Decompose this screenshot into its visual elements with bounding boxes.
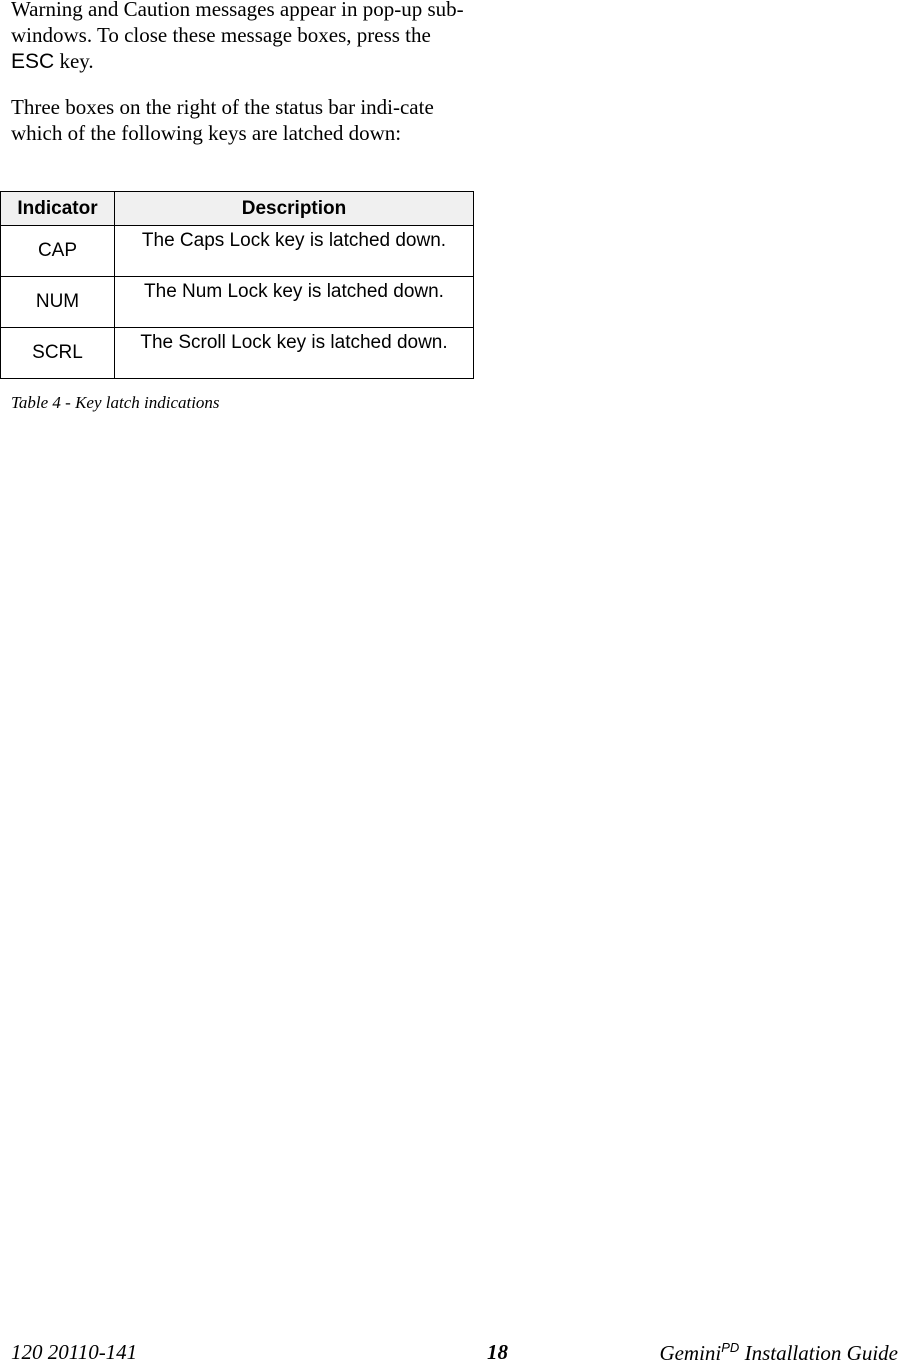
key-latch-table bbox=[0, 191, 474, 379]
description-cell: The Scroll Lock key is latched down. bbox=[115, 328, 474, 379]
esc-key-label: ESC bbox=[11, 50, 55, 73]
header-description: Description bbox=[115, 192, 474, 226]
description-cell: The Num Lock key is latched down. bbox=[115, 277, 474, 328]
indicator-cell: CAP bbox=[1, 226, 115, 277]
indicator-cell: NUM bbox=[1, 277, 115, 328]
footer-title-base: Gemini bbox=[659, 1341, 722, 1365]
intro-text: Warning and Caution messages appear in pop-up sub-windows. To close these message boxes, press the bbox=[11, 0, 464, 47]
table-row bbox=[1, 277, 474, 328]
table-row bbox=[1, 226, 474, 277]
table-header-row bbox=[1, 192, 474, 226]
footer-guide-title bbox=[659, 1340, 898, 1366]
intro-text-end: key. bbox=[54, 49, 94, 73]
intro-paragraph bbox=[11, 0, 471, 75]
table-caption: Table 4 - Key latch indications bbox=[11, 393, 220, 412]
indicator-cell: SCRL bbox=[1, 328, 115, 379]
footer-title-rest: Installation Guide bbox=[739, 1341, 898, 1365]
footer-title-superscript: PD bbox=[721, 1340, 740, 1355]
table-row bbox=[1, 328, 474, 379]
footer-doc-number: 120 20110-141 bbox=[11, 1340, 138, 1364]
description-cell: The Caps Lock key is latched down. bbox=[115, 226, 474, 277]
footer-page-number: 18 bbox=[487, 1340, 508, 1364]
header-indicator: Indicator bbox=[1, 192, 115, 226]
status-bar-paragraph: Three boxes on the right of the status bar indi-cate which of the following keys are latched down: bbox=[11, 95, 434, 145]
